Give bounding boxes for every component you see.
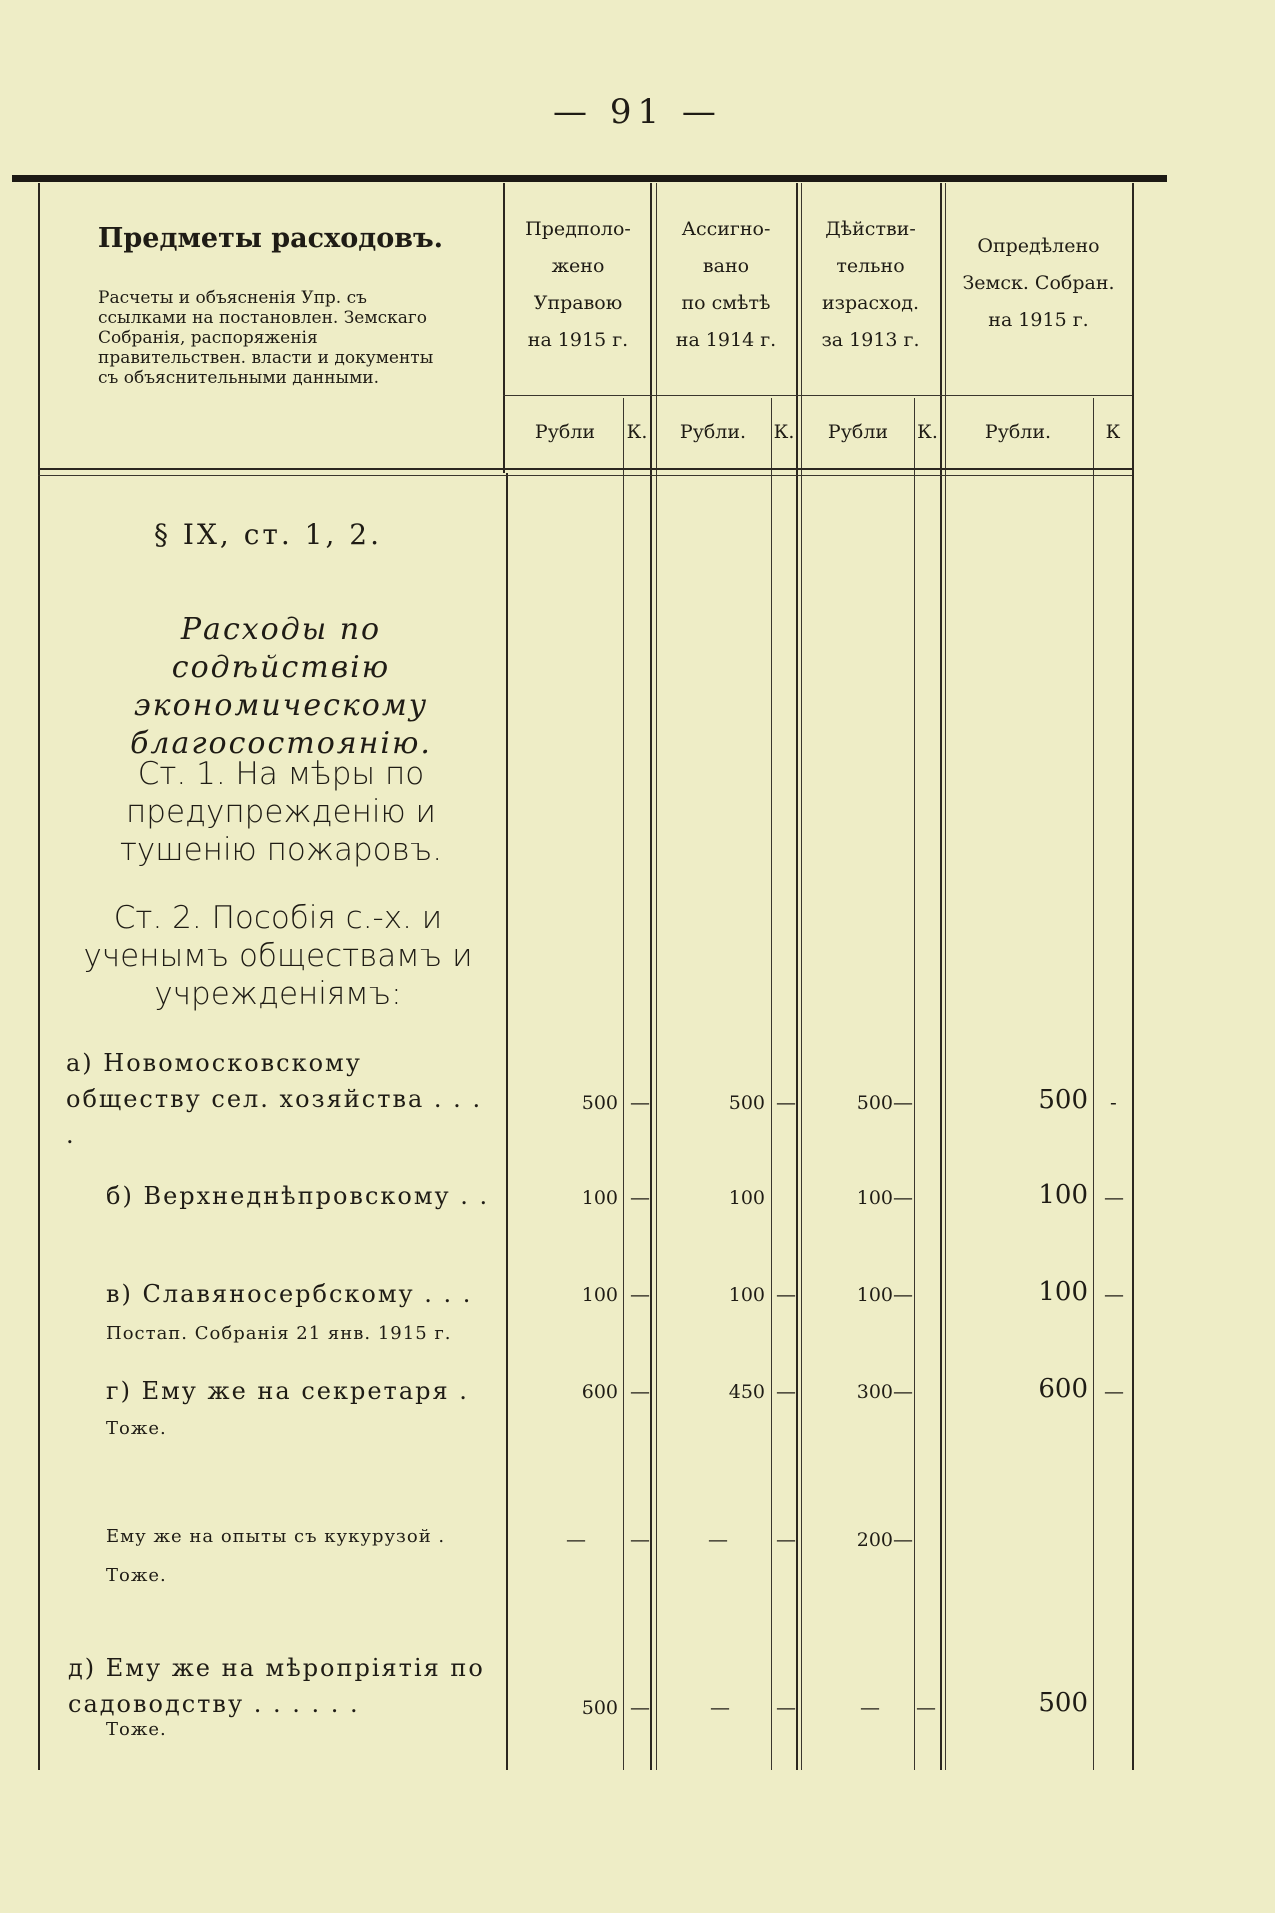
row-label-v: в) Славяносербскому . . . (106, 1280, 473, 1308)
cell-d-c1k: — (630, 1695, 650, 1719)
row-label-corn: Ему же на опыты съ кукурузой . (106, 1526, 446, 1547)
header-title: Предметы расходовъ. (97, 223, 444, 254)
cell-v-c2: 100 (728, 1284, 765, 1306)
col-header-spent: Дѣйстви- тельно израсход. за 1913 г. (821, 218, 920, 351)
cell-g-c3k: — (893, 1379, 913, 1403)
row-label-a: а) Новомосковскому обществу сел. хозяйства . . . . (66, 1049, 483, 1149)
cell-corn-c2k: — (776, 1527, 796, 1551)
cell-v-c4k: — (1104, 1282, 1124, 1306)
cell-corn-c3: 200 (856, 1529, 893, 1551)
top-rule (12, 175, 1167, 182)
cell-corn-c2: — (708, 1527, 728, 1551)
row-ref-g: Тоже. (106, 1418, 167, 1439)
unit-rub-3: Рубли (827, 421, 889, 443)
cell-d-c3k: — (916, 1695, 936, 1719)
cell-d-c2: — (710, 1695, 730, 1719)
cell-v-c1: 100 (581, 1284, 618, 1306)
cell-g-c1k: — (630, 1379, 650, 1403)
unit-k-4: К (1105, 421, 1121, 443)
cell-a-c1: 500 (581, 1092, 618, 1114)
cell-a-c2: 500 (728, 1092, 765, 1114)
unit-rub-4: Рубли. (984, 421, 1052, 443)
row-ref-d: Тоже. (106, 1719, 167, 1740)
cell-corn-c1: — (566, 1527, 586, 1551)
cell-v-c3k: — (893, 1282, 913, 1306)
cell-b-c1: 100 (581, 1187, 618, 1209)
cell-b-c4k: — (1104, 1185, 1124, 1209)
col-header-assigned: Ассигно- вано по смѣтѣ на 1914 г. (675, 218, 777, 351)
cell-b-c2: 100 (728, 1187, 765, 1209)
cell-b-c1k: — (630, 1185, 650, 1209)
article-2: Ст. 2. Пособія с.-х. и ученымъ обществамъ и учрежденіямъ: (83, 900, 473, 1012)
cell-a-c4k: - (1110, 1090, 1117, 1114)
cell-b-c4: 100 (1038, 1180, 1088, 1210)
cell-corn-c1k: — (630, 1527, 650, 1551)
unit-k-3: К. (917, 421, 938, 443)
cell-a-c3: 500 (856, 1092, 893, 1114)
col-header-proposed: Предполо- жено Управою на 1915 г. (525, 218, 631, 351)
cell-a-c2k: — (776, 1090, 796, 1114)
unit-rub-1: Рубли (534, 421, 596, 443)
cell-g-c2k: — (776, 1379, 796, 1403)
unit-rub-2: Рубли. (679, 421, 747, 443)
cell-v-c1k: — (630, 1282, 650, 1306)
cell-v-c3: 100 (856, 1284, 893, 1306)
cell-v-c4: 100 (1038, 1277, 1088, 1307)
row-label-b: б) Верхнеднѣпровскому . . (106, 1182, 490, 1210)
cell-b-c3: 100 (856, 1187, 893, 1209)
cell-g-c3: 300 (856, 1381, 893, 1403)
section-paragraph: § IX, ст. 1, 2. (154, 518, 382, 551)
cell-g-c1: 600 (581, 1381, 618, 1403)
section-title: Расходы по содѣйствію экономическому благосостоянію. (130, 612, 432, 761)
cell-corn-c3k: — (893, 1527, 913, 1551)
cell-g-c4k: — (1104, 1379, 1124, 1403)
cell-a-c4: 500 (1038, 1085, 1088, 1115)
cell-d-c1: 500 (581, 1697, 618, 1719)
cell-g-c2: 450 (728, 1381, 765, 1403)
cell-b-c3k: — (893, 1185, 913, 1209)
cell-v-c2k: — (776, 1282, 796, 1306)
unit-k-2: К. (773, 421, 795, 443)
header-note: Расчеты и объясненія Упр. съ ссылками на постановлен. Земскаго Собранія, распоряженія правительствен. власти и документы съ объяснительными данными. (98, 288, 434, 388)
page-number: — 91 — (553, 92, 722, 132)
cell-d-c2k: — (776, 1695, 796, 1719)
unit-k-1: К. (626, 421, 648, 443)
row-ref-v: Постап. Собранія 21 янв. 1915 г. (106, 1323, 452, 1344)
row-label-d: д) Ему же на мѣропріятія по садоводству . . . . . . (68, 1654, 485, 1718)
article-1: Ст. 1. На мѣры по предупрежденію и тушенію пожаровъ. (119, 756, 443, 868)
row-label-g: г) Ему же на секретаря . (106, 1377, 469, 1405)
col-header-determined: Опредѣлено Земск. Собран. на 1915 г. (962, 235, 1115, 331)
cell-d-c4: 500 (1038, 1688, 1088, 1718)
cell-d-c3: — (860, 1695, 880, 1719)
row-ref-corn: Тоже. (106, 1565, 167, 1586)
cell-g-c4: 600 (1038, 1374, 1088, 1404)
cell-a-c3k: — (893, 1090, 913, 1114)
budget-table (38, 183, 1134, 1770)
cell-a-c1k: — (630, 1090, 650, 1114)
